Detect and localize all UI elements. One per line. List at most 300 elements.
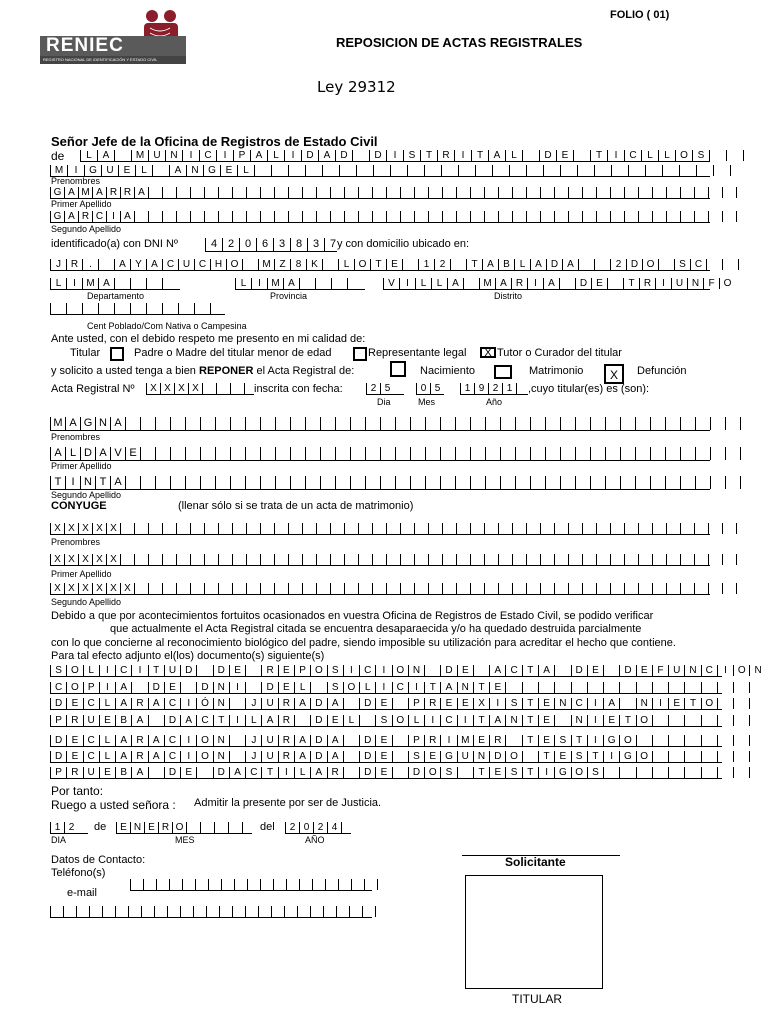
char-cell: D: [369, 150, 386, 161]
nacimiento-checkbox[interactable]: [390, 361, 406, 377]
char-cell: [736, 211, 750, 222]
char-cell: [242, 822, 256, 833]
char-cell: T: [684, 698, 700, 709]
char-cell: [400, 211, 414, 222]
char-cell: [717, 682, 733, 693]
char-cell: I: [180, 751, 196, 762]
char-cell: N: [554, 698, 570, 709]
char-cell: D: [310, 698, 326, 709]
char-cell: [395, 447, 410, 460]
char-cell: [701, 735, 717, 746]
char-cell: E: [538, 735, 554, 746]
char-cell: [749, 751, 765, 762]
char-cell: N: [636, 698, 652, 709]
char-cell: E: [375, 735, 391, 746]
char-cell: [246, 554, 260, 565]
acta-number-field[interactable]: [146, 382, 254, 395]
char-cell: L: [245, 715, 261, 726]
matrimonio-checkbox[interactable]: [494, 365, 512, 379]
char-cell: [242, 259, 258, 270]
char-cell: E: [591, 278, 607, 289]
char-cell: [275, 417, 290, 430]
logo-text: RENIEC: [46, 35, 124, 56]
char-cell: [694, 523, 708, 534]
char-cell: T: [522, 735, 538, 746]
char-cell: [749, 698, 765, 709]
document-line[interactable]: [50, 664, 762, 677]
char-cell: A: [261, 715, 277, 726]
fingerprint-box[interactable]: [465, 875, 603, 989]
conyuge-prenombres-field[interactable]: [50, 522, 710, 535]
char-cell: [330, 554, 344, 565]
char-cell: X: [50, 554, 64, 565]
char-cell: E: [375, 751, 391, 762]
char-cell: N: [213, 682, 229, 693]
solicitante-label: Solicitante: [505, 855, 566, 869]
prenombres-field[interactable]: [50, 164, 710, 177]
label-cent-poblado: Cent Poblado/Com Nativa o Campesina: [87, 321, 247, 331]
char-cell: I: [603, 751, 619, 762]
char-cell: C: [440, 715, 456, 726]
char-cell: [320, 447, 335, 460]
char-cell: [114, 278, 130, 289]
char-cell: 0: [299, 822, 313, 833]
char-cell: [650, 447, 665, 460]
char-cell: [666, 211, 680, 222]
departamento-field[interactable]: [50, 277, 180, 290]
titular-segundo-apellido-field[interactable]: [50, 475, 710, 490]
char-cell: [456, 583, 470, 594]
char-cell: [271, 165, 288, 176]
char-cell: H: [210, 259, 226, 270]
char-cell: A: [64, 211, 78, 222]
char-cell: [624, 187, 638, 198]
telefono-field[interactable]: [130, 878, 372, 891]
char-cell: [540, 523, 554, 534]
char-cell: [120, 554, 134, 565]
char-cell: [485, 447, 500, 460]
char-cell: I: [386, 150, 403, 161]
char-cell: [232, 187, 246, 198]
de-label: de: [51, 149, 65, 163]
char-cell: A: [250, 150, 267, 161]
char-cell: I: [587, 715, 603, 726]
document-line[interactable]: [50, 681, 722, 694]
char-cell: 1: [418, 259, 434, 270]
char-cell: D: [359, 751, 375, 762]
char-cell: [290, 417, 305, 430]
char-cell: [424, 665, 440, 676]
titular-primer-apellido-field[interactable]: [50, 446, 710, 461]
char-cell: [294, 715, 310, 726]
char-cell: [522, 150, 539, 161]
char-cell: [484, 583, 498, 594]
char-cell: [186, 822, 200, 833]
char-cell: R: [261, 665, 277, 676]
char-cell: [652, 554, 666, 565]
char-cell: [680, 554, 694, 565]
final-mes-field[interactable]: [116, 821, 252, 834]
address-field[interactable]: [50, 258, 710, 271]
char-cell: O: [424, 767, 440, 778]
char-cell: [652, 187, 666, 198]
char-cell: [390, 165, 407, 176]
char-cell: X: [106, 554, 120, 565]
char-cell: [596, 523, 610, 534]
char-cell: I: [216, 150, 233, 161]
char-cell: [339, 165, 356, 176]
char-cell: E: [375, 767, 391, 778]
char-cell: A: [115, 751, 131, 762]
char-cell: J: [245, 735, 261, 746]
char-cell: U: [101, 165, 118, 176]
char-cell: D: [546, 259, 562, 270]
char-cell: G: [603, 735, 619, 746]
char-cell: L: [99, 698, 115, 709]
document-line[interactable]: [50, 697, 722, 710]
conyuge-note: (llenar sólo si se trata de un acta de matrimonio): [178, 500, 414, 512]
char-cell: X: [92, 554, 106, 565]
char-cell: [679, 165, 696, 176]
char-cell: [722, 259, 738, 270]
char-cell: [620, 476, 635, 489]
char-cell: [372, 211, 386, 222]
char-cell: [470, 447, 485, 460]
char-cell: [736, 583, 750, 594]
char-cell: [730, 165, 747, 176]
char-cell: [155, 476, 170, 489]
del-word: del: [260, 821, 275, 833]
char-cell: [274, 554, 288, 565]
char-cell: [162, 303, 178, 314]
char-cell: X: [50, 583, 64, 594]
tutor-checkbox[interactable]: X: [480, 347, 496, 358]
char-cell: C: [245, 767, 261, 778]
char-cell: [200, 447, 215, 460]
char-cell: [680, 523, 694, 534]
char-cell: U: [457, 751, 473, 762]
char-cell: [590, 447, 605, 460]
char-cell: T: [538, 751, 554, 762]
char-cell: [610, 554, 624, 565]
char-cell: A: [530, 259, 546, 270]
char-cell: [343, 767, 359, 778]
char-cell: E: [489, 682, 505, 693]
char-cell: [530, 476, 545, 489]
char-cell: A: [294, 735, 310, 746]
char-cell: D: [50, 735, 66, 746]
char-cell: C: [50, 682, 66, 693]
char-cell: [440, 476, 455, 489]
char-cell: [635, 417, 650, 430]
char-cell: [134, 523, 148, 534]
char-cell: [662, 165, 679, 176]
char-cell: [554, 583, 568, 594]
char-cell: [50, 303, 66, 314]
char-cell: [195, 879, 208, 890]
titular-label: TITULAR: [512, 992, 563, 1006]
char-cell: D: [213, 767, 229, 778]
char-cell: 9: [474, 383, 488, 394]
char-cell: [310, 682, 326, 693]
char-cell: [170, 447, 185, 460]
char-cell: [498, 211, 512, 222]
char-cell: [498, 523, 512, 534]
char-cell: [485, 417, 500, 430]
char-cell: [652, 735, 668, 746]
char-cell: [302, 583, 316, 594]
char-cell: D: [359, 767, 375, 778]
char-cell: [512, 583, 526, 594]
char-cell: X: [473, 698, 489, 709]
fecha-dia-field[interactable]: [366, 382, 404, 395]
titular-prenombres-field[interactable]: [50, 416, 710, 431]
char-cell: [98, 259, 114, 270]
char-cell: 2: [285, 822, 299, 833]
char-cell: [666, 187, 680, 198]
char-cell: K: [306, 259, 322, 270]
char-cell: [457, 767, 473, 778]
document-line[interactable]: [50, 766, 722, 779]
char-cell: I: [65, 476, 80, 489]
char-cell: [709, 150, 726, 161]
char-cell: [611, 165, 628, 176]
char-cell: [322, 259, 338, 270]
char-cell: C: [164, 751, 180, 762]
char-cell: [358, 523, 372, 534]
char-cell: [204, 187, 218, 198]
char-cell: [232, 554, 246, 565]
char-cell: [305, 417, 320, 430]
char-cell: [636, 682, 652, 693]
char-cell: L: [415, 278, 431, 289]
char-cell: [143, 879, 156, 890]
char-cell: A: [148, 698, 164, 709]
char-cell: [204, 554, 218, 565]
char-cell: A: [110, 476, 125, 489]
char-cell: [290, 476, 305, 489]
char-cell: G: [84, 165, 101, 176]
char-cell: [425, 447, 440, 460]
defuncion-checkbox[interactable]: X: [604, 364, 624, 384]
char-cell: D: [164, 715, 180, 726]
char-cell: L: [505, 150, 522, 161]
char-cell: I: [424, 715, 440, 726]
titular-checkbox[interactable]: [110, 347, 124, 361]
char-cell: 3: [307, 238, 324, 251]
char-cell: [230, 417, 245, 430]
char-cell: [545, 476, 560, 489]
conyuge-label: CONYUGE: [51, 500, 107, 512]
char-cell: E: [125, 447, 140, 460]
char-cell: [605, 476, 620, 489]
char-cell: [484, 554, 498, 565]
char-cell: [425, 417, 440, 430]
char-cell: [652, 715, 668, 726]
email-label: e-mail: [67, 887, 97, 899]
char-cell: I: [251, 278, 267, 289]
char-cell: [185, 447, 200, 460]
char-cell: [155, 447, 170, 460]
char-cell: [206, 906, 219, 917]
document-line[interactable]: [50, 750, 722, 763]
char-cell: C: [624, 150, 641, 161]
char-cell: D: [359, 735, 375, 746]
conyuge-primer-apellido-field[interactable]: [50, 553, 710, 566]
char-cell: T: [95, 476, 110, 489]
char-cell: [575, 417, 590, 430]
char-cell: A: [146, 259, 162, 270]
char-cell: A: [95, 447, 110, 460]
char-cell: T: [370, 259, 386, 270]
label-cony-primer-apellido: Primer Apellido: [51, 569, 112, 579]
char-cell: [204, 523, 218, 534]
char-cell: A: [603, 698, 619, 709]
char-cell: [305, 447, 320, 460]
char-cell: [545, 417, 560, 430]
char-cell: A: [115, 698, 131, 709]
document-line[interactable]: [50, 734, 722, 747]
char-cell: N: [408, 665, 424, 676]
municipality-field[interactable]: [80, 149, 710, 162]
char-cell: T: [148, 665, 164, 676]
char-cell: A: [98, 278, 114, 289]
char-cell: [323, 906, 336, 917]
opt-matrimonio-label: Matrimonio: [529, 365, 584, 377]
char-cell: [554, 665, 570, 676]
char-cell: [554, 523, 568, 534]
char-cell: L: [408, 715, 424, 726]
char-cell: [505, 682, 521, 693]
char-cell: I: [343, 665, 359, 676]
char-cell: [330, 187, 344, 198]
char-cell: [717, 715, 733, 726]
char-cell: [148, 554, 162, 565]
char-cell: N: [130, 822, 144, 833]
char-cell: [628, 165, 645, 176]
char-cell: [316, 554, 330, 565]
char-cell: O: [636, 715, 652, 726]
inscrita-label: inscrita con fecha:: [254, 383, 343, 395]
fecha-mes-field[interactable]: [416, 382, 444, 395]
char-cell: E: [164, 682, 180, 693]
char-cell: [470, 187, 484, 198]
char-cell: E: [587, 665, 603, 676]
char-cell: [234, 879, 247, 890]
dni-field[interactable]: [205, 237, 337, 252]
char-cell: L: [65, 447, 80, 460]
char-cell: [148, 187, 162, 198]
email-field[interactable]: [50, 905, 372, 918]
label-departamento: Departamento: [87, 291, 145, 301]
segundo-apellido-field[interactable]: [50, 210, 710, 223]
char-cell: [410, 476, 425, 489]
char-cell: [619, 698, 635, 709]
char-cell: [190, 211, 204, 222]
char-cell: [335, 417, 350, 430]
char-cell: A: [115, 682, 131, 693]
char-cell: [350, 447, 365, 460]
char-cell: 2: [366, 383, 380, 394]
label-anio: Año: [486, 397, 503, 407]
char-cell: O: [196, 751, 212, 762]
char-cell: L: [294, 767, 310, 778]
distrito-field[interactable]: [383, 277, 732, 290]
provincia-field[interactable]: [235, 277, 365, 290]
char-cell: [668, 735, 684, 746]
char-cell: [178, 303, 194, 314]
char-cell: I: [454, 150, 471, 161]
document-line[interactable]: [50, 714, 722, 727]
char-cell: C: [83, 751, 99, 762]
char-cell: [708, 523, 722, 534]
cent-poblado-field[interactable]: [50, 302, 225, 315]
char-cell: [155, 417, 170, 430]
char-cell: [297, 906, 310, 917]
final-dia-field[interactable]: [50, 821, 88, 834]
fecha-anio-field[interactable]: [460, 382, 528, 395]
char-cell: [428, 554, 442, 565]
char-cell: N: [571, 715, 587, 726]
char-cell: [560, 476, 575, 489]
char-cell: [722, 554, 736, 565]
char-cell: [114, 303, 130, 314]
char-cell: [717, 751, 733, 762]
char-cell: [402, 259, 418, 270]
char-cell: [582, 583, 596, 594]
char-cell: [701, 751, 717, 762]
char-cell: X: [64, 554, 78, 565]
conyuge-segundo-apellido-field[interactable]: [50, 582, 710, 595]
char-cell: R: [78, 211, 92, 222]
char-cell: [305, 165, 322, 176]
char-cell: A: [169, 165, 186, 176]
final-anio-field[interactable]: [285, 821, 351, 834]
char-cell: V: [110, 447, 125, 460]
char-cell: [185, 417, 200, 430]
char-cell: E: [66, 751, 82, 762]
char-cell: Y: [130, 259, 146, 270]
char-cell: [302, 211, 316, 222]
char-cell: [288, 165, 305, 176]
primer-apellido-field[interactable]: [50, 186, 710, 199]
char-cell: [470, 211, 484, 222]
char-cell: [302, 523, 316, 534]
char-cell: D: [575, 278, 591, 289]
char-cell: [221, 879, 234, 890]
char-cell: [82, 303, 98, 314]
char-cell: [358, 554, 372, 565]
char-cell: [131, 682, 147, 693]
char-cell: [733, 735, 749, 746]
char-cell: [694, 554, 708, 565]
char-cell: [652, 211, 666, 222]
char-cell: [456, 523, 470, 534]
char-cell: [288, 211, 302, 222]
padre-checkbox[interactable]: [353, 347, 367, 361]
char-cell: [190, 554, 204, 565]
char-cell: [736, 187, 750, 198]
char-cell: L: [50, 278, 66, 289]
char-cell: [180, 906, 193, 917]
char-cell: [148, 211, 162, 222]
char-cell: C: [164, 735, 180, 746]
char-cell: I: [99, 665, 115, 676]
char-cell: [575, 476, 590, 489]
char-cell: [215, 476, 230, 489]
char-cell: [202, 383, 216, 394]
char-cell: O: [701, 698, 717, 709]
